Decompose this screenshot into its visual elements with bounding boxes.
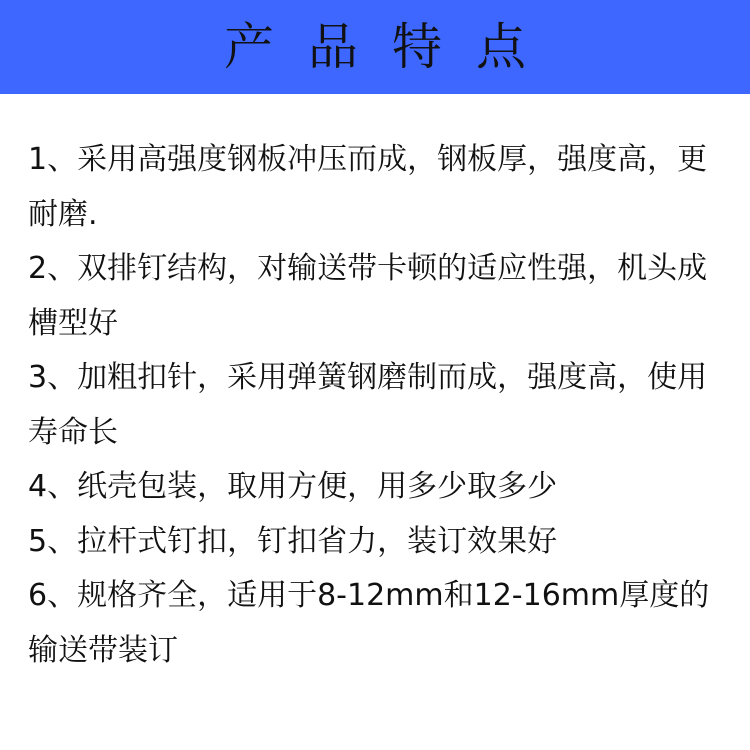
feature-item-6: 6、规格齐全，适用于8-12mm和12-16mm厚度的输送带装订 [28,578,710,668]
feature-item-4: 4、纸壳包装，取用方便，用多少取多少 [28,469,558,504]
feature-list [28,133,728,678]
feature-item-1: 1、采用高强度钢板冲压而成，钢板厚，强度高，更耐磨. [28,142,708,232]
feature-item-2: 2、双排钉结构，对输送带卡顿的适应性强，机头成槽型好 [28,251,708,341]
feature-item-5: 5、拉杆式钉扣，钉扣省力，装订效果好 [28,523,558,559]
page-title: 产品特点 [224,18,560,76]
feature-item-3: 3、加粗扣针，采用弹簧钢磨制而成，强度高，使用寿命长 [28,360,708,450]
title-banner [0,0,750,94]
